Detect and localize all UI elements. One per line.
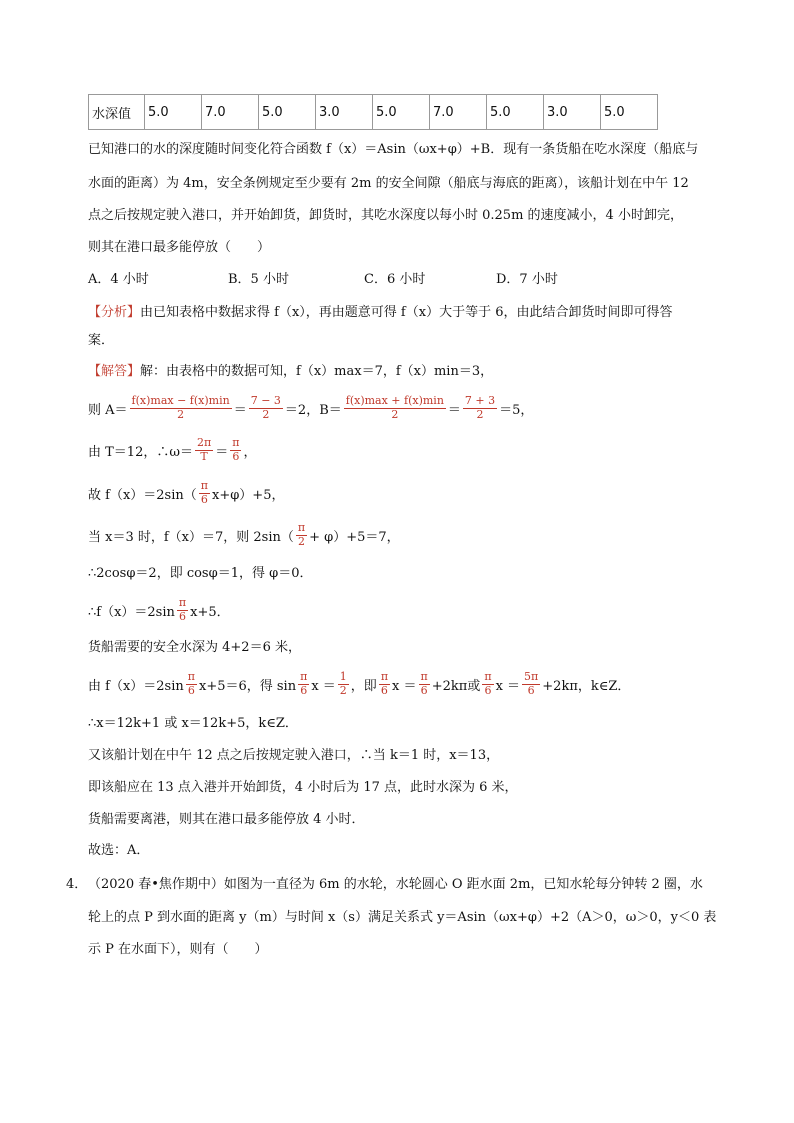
next-problem-line: （2020 春•焦作期中）如图为一直径为 6m 的水轮，水轮圆心 O 距水面 2m，已知水轮每分钟转 2 圈，水 (88, 877, 703, 892)
fraction-numerator: 1 (339, 669, 347, 683)
solution-text: ＝ (447, 402, 461, 418)
fraction-numerator: f(x)max − f(x)min (131, 393, 230, 407)
table-cell: 5.0 (373, 95, 430, 130)
table-cell: 5.0 (601, 95, 658, 130)
fraction-numerator: π (297, 520, 306, 534)
fraction-denominator: 2 (177, 407, 185, 421)
fraction-numerator: π (420, 669, 428, 683)
table-cell: 5.0 (145, 95, 202, 130)
fraction-denominator: 6 (232, 449, 240, 463)
solution-line-f (88, 474, 284, 512)
analysis-line: 案． (88, 333, 115, 348)
fraction-numerator: f(x)max + f(x)min (345, 393, 444, 407)
fraction-numerator: 2π (196, 435, 212, 449)
fraction (379, 671, 390, 697)
solution-text: x ＝ (311, 678, 336, 694)
solution-text: 由 T＝12，∴ω＝ (88, 444, 193, 460)
solution-line: ∴x＝12k+1 或 x＝12k+5，k∈Z． (88, 716, 298, 731)
fraction-denominator: 6 (179, 609, 186, 623)
fraction-numerator: π (232, 435, 240, 449)
table-row (89, 95, 658, 130)
fraction-denominator: 6 (200, 492, 208, 506)
water-depth-table (88, 94, 658, 130)
fraction-denominator: 6 (420, 683, 428, 697)
option-d: D．7 小时 (496, 272, 558, 287)
option-a: A．4 小时 (88, 272, 149, 287)
solution-line: 货船需要的安全水深为 4+2＝6 米， (88, 640, 301, 655)
fraction (199, 480, 210, 506)
table-cell: 5.0 (487, 95, 544, 130)
fraction-numerator: π (380, 669, 389, 683)
fraction-numerator: π (200, 478, 208, 492)
solution-line-solve (88, 664, 630, 704)
solution-text: x+5＝6，得 sin (198, 678, 297, 694)
fraction (249, 395, 283, 421)
solution-text: ∴f（x）＝2sin (88, 604, 175, 620)
solution-text: ＝5， (499, 402, 534, 418)
next-problem-line: 示 P 在水面下），则有（ ） (88, 942, 268, 957)
fraction (338, 671, 349, 697)
fraction-denominator: 2 (339, 683, 347, 697)
solution-line-fx (88, 592, 230, 628)
table-cell: 7.0 (430, 95, 487, 130)
solution-text: x ＝ (392, 678, 417, 694)
solution-line-omega (88, 430, 256, 470)
solution-line: ∴2cosφ＝2，即 cosφ＝1，得 φ＝0． (88, 566, 313, 581)
fraction (195, 437, 213, 463)
solution-text: ， (243, 444, 257, 460)
fraction-numerator: 7 − 3 (250, 393, 281, 407)
solution-text: ，即 (350, 678, 377, 694)
fraction-denominator: 2 (298, 534, 305, 548)
fraction (522, 671, 540, 697)
fraction-numerator: π (300, 669, 308, 683)
solution-line (88, 360, 493, 379)
fraction-denominator: 6 (380, 683, 388, 697)
solution-text: ＝2，B＝ (284, 402, 342, 418)
analysis-text: 由已知表格中数据求得 f（x），再由题意可得 f（x）大于等于 6，由此结合卸货时间即可得答 (140, 305, 673, 320)
solution-text: +2kπ或 (431, 678, 481, 694)
fraction-denominator: 6 (527, 683, 535, 697)
fraction (344, 395, 446, 421)
fraction (298, 671, 309, 697)
fraction (419, 671, 430, 697)
solution-text: x+5． (190, 604, 230, 620)
fraction (177, 597, 188, 623)
solution-line: 又该船计划在中午 12 点之后按规定驶入港口，∴当 k＝1 时，x＝13， (88, 748, 500, 763)
fraction-denominator: T (200, 449, 208, 463)
solution-text: 则 A＝ (88, 402, 128, 418)
solution-line-a-b (88, 386, 533, 430)
fraction-denominator: 2 (391, 407, 399, 421)
analysis-tag: 【分析】 (88, 305, 141, 320)
solution-text: ＝ (215, 444, 229, 460)
problem-line: 则其在港口最多能停放（ ） (88, 240, 271, 255)
fraction-denominator: 6 (484, 683, 492, 697)
solution-text: +2kπ，k∈Z． (542, 678, 631, 694)
fraction (230, 437, 241, 463)
solution-line: 故选：A． (88, 843, 150, 858)
solution-text: x+φ）+5， (211, 487, 285, 503)
solution-line-x3 (88, 516, 400, 554)
fraction (463, 395, 497, 421)
table-cell: 5.0 (259, 95, 316, 130)
solution-text: 由 f（x）＝2sin (88, 678, 184, 694)
problem-line: 已知港口的水的深度随时间变化符合函数 f（x）＝Asin（ωx+φ）+B．现有一条货船在吃水深度（船底与 (88, 142, 699, 157)
option-b: B．5 小时 (228, 272, 289, 287)
problem-line: 点之后按规定驶入港口，并开始卸货，卸货时，其吃水深度以每小时 0.25m 的速度减小，4 小时卸完， (88, 208, 683, 223)
option-c: C．6 小时 (364, 272, 426, 287)
fraction-denominator: 2 (262, 407, 270, 421)
solution-line: 即该船应在 13 点入港并开始卸货，4 小时后为 17 点，此时水深为 6 米， (88, 780, 518, 795)
fraction-denominator: 2 (476, 407, 484, 421)
fraction (296, 522, 307, 548)
fraction (482, 671, 493, 697)
fraction (130, 395, 232, 421)
fraction-numerator: π (178, 595, 187, 609)
fraction-denominator: 6 (300, 683, 308, 697)
solution-text: 当 x＝3 时，f（x）＝7，则 2sin（ (88, 529, 294, 545)
fraction-numerator: 7 + 3 (464, 393, 496, 407)
solution-tag: 【解答】 (88, 364, 141, 379)
problem-number: 4． (66, 877, 88, 892)
solution-line: 货船需要离港，则其在港口最多能停放 4 小时． (88, 812, 365, 827)
table-cell: 7.0 (202, 95, 259, 130)
analysis-line (88, 301, 672, 320)
solution-text: 解：由表格中的数据可知，f（x）max＝7，f（x）min＝3， (140, 364, 494, 379)
table-cell: 3.0 (544, 95, 601, 130)
fraction-numerator: π (484, 669, 492, 683)
fraction-numerator: π (187, 669, 195, 683)
table-cell: 3.0 (316, 95, 373, 130)
problem-line: 水面的距离）为 4m，安全条例规定至少要有 2m 的安全间隙（船底与海底的距离），该船计划在中午 12 (88, 176, 689, 191)
solution-text: x ＝ (495, 678, 521, 694)
next-problem-line: 轮上的点 P 到水面的距离 y（m）与时间 x（s）满足关系式 y＝Asin（ωx+φ）+2（A＞0，ω＞0，y＜0 表 (88, 910, 717, 925)
table-header-cell: 水深值 (89, 95, 145, 130)
solution-text: + φ）+5＝7， (309, 529, 400, 545)
fraction-numerator: 5π (524, 669, 539, 683)
fraction-denominator: 6 (187, 683, 195, 697)
solution-text: ＝ (233, 402, 247, 418)
fraction (186, 671, 197, 697)
solution-text: 故 f（x）＝2sin（ (88, 487, 197, 503)
